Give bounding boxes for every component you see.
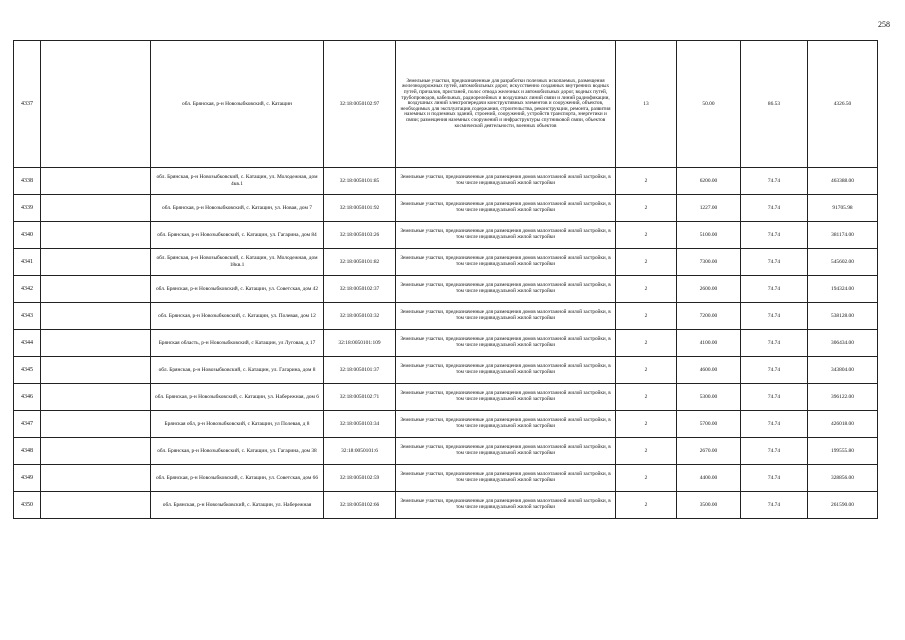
group-cell: 2 <box>616 276 677 303</box>
address-cell: обл. Брянская, р-н Новозыбковский, с. Катащин, ул. Гагарина, дом 84 <box>151 222 324 249</box>
area-cell: 4100.00 <box>677 330 741 357</box>
row-number: 4341 <box>14 249 41 276</box>
cadastral-number-cell: 32:18:0050101:82 <box>324 249 396 276</box>
row-number: 4346 <box>14 384 41 411</box>
table-row <box>14 249 878 276</box>
rate-cell: 74.74 <box>741 168 808 195</box>
cadastral-value-cell: 396122.00 <box>808 384 878 411</box>
address-cell: обл. Брянская, р-н Новозыбковский, с. Катащин, ул. Новая, дом 7 <box>151 195 324 222</box>
group-cell: 2 <box>616 330 677 357</box>
cadastral-number-cell: 32:18:0050103:26 <box>324 222 396 249</box>
cadastral-value-cell: 194324.00 <box>808 276 878 303</box>
empty-cell <box>41 438 151 465</box>
table-row <box>14 276 878 303</box>
address-cell: обл. Брянская, р-н Новозыбковский, с. Катащин, ул. Молодежная, дом 4кв.1 <box>151 168 324 195</box>
land-use-cell: Земельные участки, предназначенные для разработки полезных ископаемых, размещения железнодорожных путей, автомобильных дорог, искусственно созданных внутренних водных путей, причалов, пристаней, полос отвода железных и автомобильных дорог, водных путей, трубопроводов, кабельных, радиорелейных и воздушных линий связи и линий радиофикации, воздушных линий электропередачи конструктивных элементов и сооружений, объектов, необходимых для эксплуатации,содержания, строительства, реконструкции, ремонта, развития наземных и подземных зданий, строений, сооружений, устройств транспорта, энергетики и связи; размещения наземных сооружений и инфраструктуры спутниковой связи, объектов космической деятельности, военных объектов <box>396 41 616 168</box>
row-number: 4350 <box>14 492 41 519</box>
area-cell: 1227.00 <box>677 195 741 222</box>
land-use-cell: Земельные участки, предназначенные для размещения домов малоэтажной жилой застройки, в том числе индивидуальной жилой застройки <box>396 357 616 384</box>
cadastral-number-cell: 32:18:0050102:66 <box>324 492 396 519</box>
cadastral-value-cell: 328856.00 <box>808 465 878 492</box>
rate-cell: 86.53 <box>741 41 808 168</box>
land-use-cell: Земельные участки, предназначенные для размещения домов малоэтажной жилой застройки, в том числе индивидуальной жилой застройки <box>396 249 616 276</box>
row-number: 4344 <box>14 330 41 357</box>
address-cell: обл. Брянская, р-н Новозыбковский, с. Катащин, ул. Набережная <box>151 492 324 519</box>
land-use-cell: Земельные участки, предназначенные для размещения домов малоэтажной жилой застройки, в том числе индивидуальной жилой застройки <box>396 276 616 303</box>
area-cell: 7300.00 <box>677 249 741 276</box>
area-cell: 50.00 <box>677 41 741 168</box>
cadastral-number-cell: 32:18:0050101:92 <box>324 195 396 222</box>
area-cell: 4400.00 <box>677 465 741 492</box>
group-cell: 2 <box>616 195 677 222</box>
row-number: 4343 <box>14 303 41 330</box>
address-cell: Брянская обл, р-н Новозыбковский, с Катащин, ул Полевая, д 8 <box>151 411 324 438</box>
cadastral-value-cell: 343804.00 <box>808 357 878 384</box>
table-row <box>14 465 878 492</box>
cadastral-number-cell: 32:18:0050103:32 <box>324 303 396 330</box>
address-cell: Брянская область, р-н Новозыбковский, с Катащин, ул Луговая, д 17 <box>151 330 324 357</box>
empty-cell <box>41 168 151 195</box>
group-cell: 13 <box>616 41 677 168</box>
area-cell: 6200.00 <box>677 168 741 195</box>
area-cell: 5300.00 <box>677 384 741 411</box>
row-number: 4338 <box>14 168 41 195</box>
table-body <box>14 41 878 519</box>
rate-cell: 74.74 <box>741 384 808 411</box>
cadastral-number-cell: 32:18:0050101:37 <box>324 357 396 384</box>
cadastral-value-cell: 545602.00 <box>808 249 878 276</box>
table-row <box>14 411 878 438</box>
group-cell: 2 <box>616 411 677 438</box>
area-cell: 3500.00 <box>677 492 741 519</box>
row-number: 4342 <box>14 276 41 303</box>
page-number: 258 <box>878 20 890 29</box>
table-row <box>14 168 878 195</box>
cadastral-number-cell: 32:18:0050102:59 <box>324 465 396 492</box>
group-cell: 2 <box>616 303 677 330</box>
cadastral-value-cell: 426018.00 <box>808 411 878 438</box>
land-registry-table <box>13 40 878 519</box>
table-row <box>14 384 878 411</box>
land-use-cell: Земельные участки, предназначенные для размещения домов малоэтажной жилой застройки, в том числе индивидуальной жилой застройки <box>396 411 616 438</box>
empty-cell <box>41 276 151 303</box>
rate-cell: 74.74 <box>741 411 808 438</box>
land-use-cell: Земельные участки, предназначенные для размещения домов малоэтажной жилой застройки, в том числе индивидуальной жилой застройки <box>396 303 616 330</box>
area-cell: 5700.00 <box>677 411 741 438</box>
row-number: 4339 <box>14 195 41 222</box>
area-cell: 7200.00 <box>677 303 741 330</box>
group-cell: 2 <box>616 249 677 276</box>
empty-cell <box>41 330 151 357</box>
rate-cell: 74.74 <box>741 276 808 303</box>
address-cell: обл. Брянская, р-н Новозыбковский, с. Катащин <box>151 41 324 168</box>
group-cell: 2 <box>616 438 677 465</box>
cadastral-value-cell: 91705.98 <box>808 195 878 222</box>
rate-cell: 74.74 <box>741 222 808 249</box>
group-cell: 2 <box>616 492 677 519</box>
empty-cell <box>41 465 151 492</box>
group-cell: 2 <box>616 357 677 384</box>
empty-cell <box>41 195 151 222</box>
rate-cell: 74.74 <box>741 438 808 465</box>
rate-cell: 74.74 <box>741 249 808 276</box>
group-cell: 2 <box>616 465 677 492</box>
empty-cell <box>41 384 151 411</box>
cadastral-number-cell: 32:18:0050101:85 <box>324 168 396 195</box>
rate-cell: 74.74 <box>741 492 808 519</box>
table-row <box>14 303 878 330</box>
empty-cell <box>41 492 151 519</box>
cadastral-value-cell: 4326.50 <box>808 41 878 168</box>
table-row <box>14 492 878 519</box>
table-row <box>14 195 878 222</box>
land-use-cell: Земельные участки, предназначенные для размещения домов малоэтажной жилой застройки, в том числе индивидуальной жилой застройки <box>396 195 616 222</box>
cadastral-number-cell: 32:18:0050101:6 <box>324 438 396 465</box>
land-use-cell: Земельные участки, предназначенные для размещения домов малоэтажной жилой застройки, в том числе индивидуальной жилой застройки <box>396 465 616 492</box>
rate-cell: 74.74 <box>741 303 808 330</box>
empty-cell <box>41 411 151 438</box>
address-cell: обл. Брянская, р-н Новозыбковский, с. Катащин, ул. Набережная, дом 6 <box>151 384 324 411</box>
cadastral-number-cell: 32:18:0050102:71 <box>324 384 396 411</box>
cadastral-value-cell: 463388.00 <box>808 168 878 195</box>
area-cell: 4600.00 <box>677 357 741 384</box>
empty-cell <box>41 303 151 330</box>
table-row <box>14 357 878 384</box>
rate-cell: 74.74 <box>741 330 808 357</box>
cadastral-value-cell: 381174.00 <box>808 222 878 249</box>
row-number: 4347 <box>14 411 41 438</box>
row-number: 4340 <box>14 222 41 249</box>
address-cell: обл. Брянская, р-н Новозыбковский, с. Катащин, ул. Молодежная, дом 18кв.1 <box>151 249 324 276</box>
cadastral-number-cell: 32:18:0050101:109 <box>324 330 396 357</box>
area-cell: 2600.00 <box>677 276 741 303</box>
table-row <box>14 330 878 357</box>
cadastral-value-cell: 538128.00 <box>808 303 878 330</box>
empty-cell <box>41 357 151 384</box>
group-cell: 2 <box>616 384 677 411</box>
land-use-cell: Земельные участки, предназначенные для размещения домов малоэтажной жилой застройки, в том числе индивидуальной жилой застройки <box>396 384 616 411</box>
rate-cell: 74.74 <box>741 465 808 492</box>
table-row <box>14 41 878 168</box>
area-cell: 2670.00 <box>677 438 741 465</box>
cadastral-value-cell: 199555.80 <box>808 438 878 465</box>
empty-cell <box>41 41 151 168</box>
address-cell: обл. Брянская, р-н Новозыбковский, с. Катащин, ул. Гагарина, дом 8 <box>151 357 324 384</box>
cadastral-number-cell: 32:18:0050102:97 <box>324 41 396 168</box>
cadastral-value-cell: 306434.00 <box>808 330 878 357</box>
row-number: 4348 <box>14 438 41 465</box>
address-cell: обл. Брянская, р-н Новозыбковский, с. Катащин, ул. Гагарина, дом 38 <box>151 438 324 465</box>
rate-cell: 74.74 <box>741 357 808 384</box>
group-cell: 2 <box>616 168 677 195</box>
cadastral-number-cell: 32:18:0050102:37 <box>324 276 396 303</box>
land-use-cell: Земельные участки, предназначенные для размещения домов малоэтажной жилой застройки, в том числе индивидуальной жилой застройки <box>396 222 616 249</box>
row-number: 4349 <box>14 465 41 492</box>
group-cell: 2 <box>616 222 677 249</box>
empty-cell <box>41 249 151 276</box>
land-use-cell: Земельные участки, предназначенные для размещения домов малоэтажной жилой застройки, в том числе индивидуальной жилой застройки <box>396 330 616 357</box>
empty-cell <box>41 222 151 249</box>
row-number: 4345 <box>14 357 41 384</box>
address-cell: обл. Брянская, р-н Новозыбковский, с. Катащин, ул. Полевая, дом 12 <box>151 303 324 330</box>
address-cell: обл. Брянская, р-н Новозыбковский, с. Катащин, ул. Советская, дом 66 <box>151 465 324 492</box>
row-number: 4337 <box>14 41 41 168</box>
table-row <box>14 438 878 465</box>
cadastral-number-cell: 32:18:0050103:34 <box>324 411 396 438</box>
cadastral-value-cell: 261590.00 <box>808 492 878 519</box>
land-use-cell: Земельные участки, предназначенные для размещения домов малоэтажной жилой застройки, в том числе индивидуальной жилой застройки <box>396 492 616 519</box>
land-use-cell: Земельные участки, предназначенные для размещения домов малоэтажной жилой застройки, в том числе индивидуальной жилой застройки <box>396 438 616 465</box>
address-cell: обл. Брянская, р-н Новозыбковский, с. Катащин, ул. Советская, дом 42 <box>151 276 324 303</box>
land-use-cell: Земельные участки, предназначенные для размещения домов малоэтажной жилой застройки, в том числе индивидуальной жилой застройки <box>396 168 616 195</box>
table-row <box>14 222 878 249</box>
area-cell: 5100.00 <box>677 222 741 249</box>
rate-cell: 74.74 <box>741 195 808 222</box>
